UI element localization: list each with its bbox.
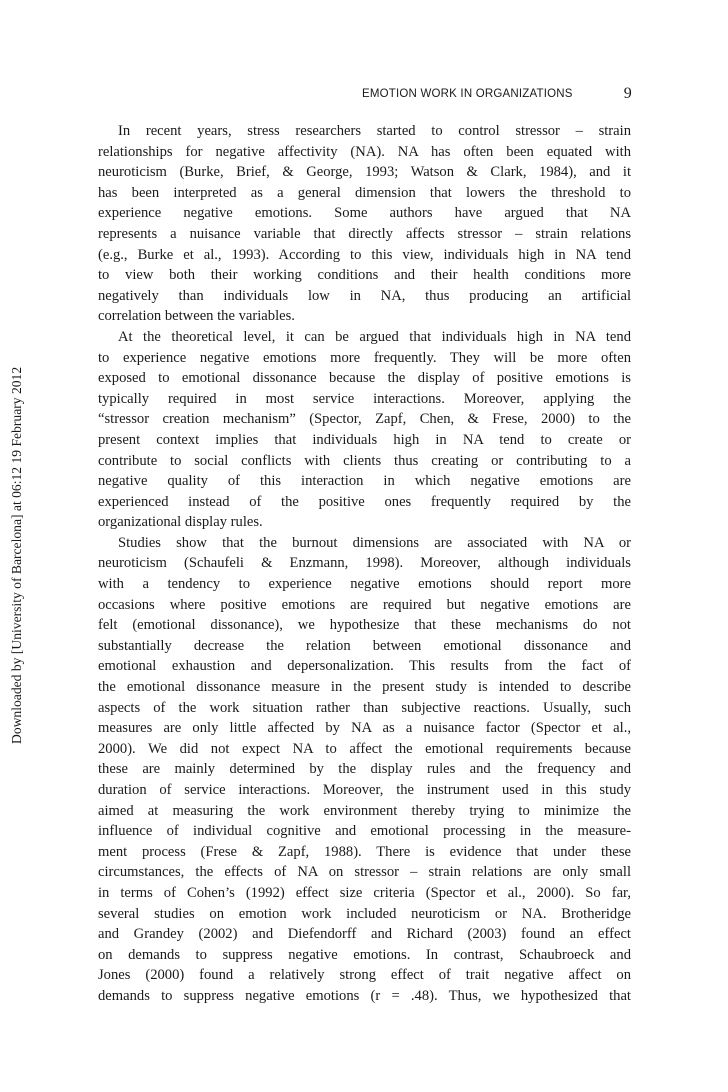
text-line: these are mainly determined by the display rules and the frequency and: [98, 761, 631, 778]
text-line: to view both their working conditions and their health conditions more: [98, 267, 631, 284]
text-line: Jones (2000) found a relatively strong effect of trait negative affect on: [98, 967, 631, 984]
text-line: emotional exhaustion and depersonalization. This results from the fact of: [98, 658, 631, 675]
text-line: substantially decrease the relation between emotional dissonance and: [98, 637, 631, 654]
text-line: present context implies that individuals high in NA tend to create or: [98, 431, 631, 448]
text-line: exposed to emotional dissonance because the display of positive emotions is: [98, 370, 631, 387]
text-line: to experience negative emotions more frequently. They will be more often: [98, 349, 631, 366]
text-line: negatively than individuals low in NA, thus producing an artificial: [98, 287, 631, 304]
text-line: in terms of Cohen’s (1992) effect size criteria (Spector et al., 2000). So far,: [98, 884, 631, 901]
body-text: [98, 121, 631, 1007]
text-line: demands to suppress negative emotions (r = .48). Thus, we hypothesized that: [98, 987, 631, 1004]
text-line: experience negative emotions. Some authors have argued that NA: [98, 205, 631, 222]
text-line: correlation between the variables.: [98, 308, 295, 325]
text-line: with a tendency to experience negative emotions should report more: [98, 576, 631, 593]
text-line: circumstances, the effects of NA on stressor – strain relations are only small: [98, 864, 631, 881]
text-line: represents a nuisance variable that directly affects stressor – strain relations: [98, 225, 631, 242]
running-head: [362, 85, 632, 102]
text-line: several studies on emotion work included neuroticism or NA. Brotheridge: [98, 905, 631, 922]
text-line: the emotional dissonance measure in the present study is intended to describe: [98, 679, 631, 696]
text-line: At the theoretical level, it can be argued that individuals high in NA tend: [118, 328, 631, 345]
text-line: organizational display rules.: [98, 514, 263, 531]
text-line: neuroticism (Burke, Brief, & George, 1993; Watson & Clark, 1984), and it: [98, 164, 631, 181]
text-line: In recent years, stress researchers started to control stressor – strain: [118, 123, 631, 139]
text-line: Studies show that the burnout dimensions are associated with NA or: [118, 534, 631, 551]
running-title: EMOTION WORK IN ORGANIZATIONS: [362, 88, 573, 100]
text-line: (e.g., Burke et al., 1993). According to this view, individuals high in NA tend: [98, 246, 631, 263]
text-line: neuroticism (Schaufeli & Enzmann, 1998). Moreover, although individuals: [98, 555, 631, 572]
text-line: negative quality of this interaction in which negative emotions are: [98, 473, 631, 490]
text-line: occasions where positive emotions are required but negative emotions are: [98, 596, 631, 613]
text-line: aimed at measuring the work environment thereby trying to minimize the: [98, 802, 631, 819]
text-line: experienced instead of the positive ones frequently required by the: [98, 493, 631, 510]
page-number: 9: [623, 85, 632, 102]
text-line: ment process (Frese & Zapf, 1988). There is evidence that under these: [98, 843, 631, 860]
text-line: measures are only little affected by NA as a nuisance factor (Spector et al.,: [98, 720, 631, 737]
download-note: Downloaded by [University of Barcelona] at 06:12 19 February 2012: [9, 366, 24, 744]
text-line: aspects of the work situation rather than subjective reactions. Usually, such: [98, 699, 631, 716]
text-line: has been interpreted as a general dimension that lowers the threshold to: [98, 184, 631, 201]
text-line: duration of service interactions. Moreover, the instrument used in this study: [98, 782, 631, 798]
text-line: felt (emotional dissonance), we hypothesize that these mechanisms do not: [98, 617, 631, 634]
text-line: on demands to suppress negative emotions. In contrast, Schaubroeck and: [98, 946, 631, 963]
text-line: 2000). We did not expect NA to affect the emotional requirements because: [98, 740, 631, 757]
text-line: influence of individual cognitive and emotional processing in the measure-: [98, 823, 631, 840]
text-line: contribute to social conflicts with clients thus creating or contributing to a: [98, 452, 631, 469]
text-line: typically required in most service interactions. Moreover, applying the: [98, 390, 631, 407]
text-line: and Grandey (2002) and Diefendorff and Richard (2003) found an effect: [98, 926, 631, 943]
text-line: relationships for negative affectivity (NA). NA has often been equated with: [98, 143, 631, 160]
text-line: “stressor creation mechanism” (Spector, Zapf, Chen, & Frese, 2000) to the: [98, 411, 631, 428]
